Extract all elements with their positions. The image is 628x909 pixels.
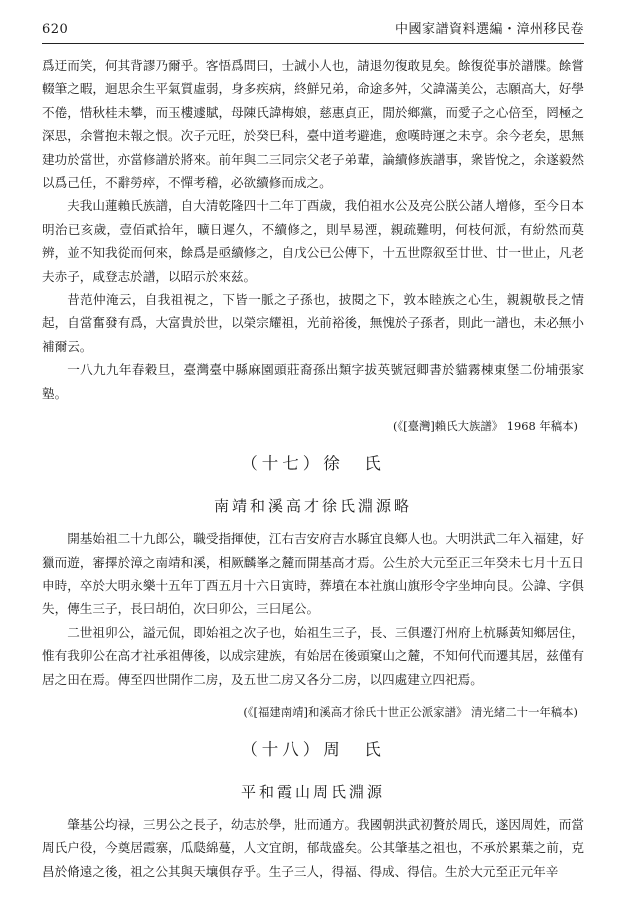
running-head — [42, 0, 584, 44]
page-number: 620 — [42, 22, 69, 37]
paragraph: 爲迂而笑，何其背謬乃爾乎。客悟爲問曰，士誠小人也，請退勿復敢見矣。餘復從事於譜牒。餘嘗輟筆之暇，迴思余生平氣質虛弱，身多疾病，終鮮兄弟，命途多舛，父諱滿美公，志願高大，好學不倦，惜秋桂未攀，而玉樓遽賦，母陳氏諱梅娘，慈惠貞正，閒於鄉黨，而愛子之心倍至，罔極之深思，余嘗抱未報之恨。次子元旺，於癸巳科，臺中道考避進，愈嘆時運之未亨。余今老矣，思無建功於當世，亦當修譜於將來。前年與二三同宗父老子弟輩，論續修族譜事，衆皆悅之，余遂毅然以爲己任，不辭勞瘁，不憚考稽，必欲續修而成之。 — [42, 58, 584, 191]
section18-text — [42, 813, 584, 883]
section17-text — [42, 527, 584, 691]
paragraph: 一八九九年春穀旦，臺灣臺中縣麻園頭莊裔孫出類字拔英號冠卿書於貓霧棟東堡二份埔張家塾。 — [42, 362, 584, 401]
paragraph: 二世祖卯公，謚元侃，即始祖之次子也，始祖生三子，長、三俱遷汀州府上杭縣黃知鄉居住，惟有我卯公在高才社承祖傳後，以成宗建族，有始居在後頭窠山之麓，不知何代而遷其居，兹僅有居之田在焉。傳至四世開作二房，及五世二房又各分二房，以四處建立四祀焉。 — [42, 624, 584, 687]
section-title: （十七）徐 氏 — [241, 454, 385, 474]
section16-text — [42, 54, 584, 405]
paragraph: 昔范仲淹云，自我祖視之，下皆一脈之子孫也，披閱之下，敦本睦族之心生，親親敬長之情起，自當奮發有爲，大富貴於世，以榮宗耀祖，光前裕後，無愧於子孫者，則此一譜也，未必無小補爾云。 — [42, 292, 584, 354]
article-title: 平和霞山周氏淵源 — [240, 782, 385, 801]
book-title: 中國家譜資料選編・漳州移民卷 — [394, 22, 584, 37]
paragraph: 肇基公均禄，三男公之長子，幼志於學，壯而通方。我國朝洪武初贅於周氏，遂因周姓，而當周氏户役，今奠居霞寨，瓜瓞綿蔓，人文宜朗，郁哉盛矣。公其肇基之祖也，不承於累葉之前，克昌於脩遠之後，祖之公其與天壤俱存乎。生子三人，得福、得成、得信。生於大元至正元年辛 — [42, 816, 584, 879]
paragraph: 夫我山蓮賴氏族譜，自大清乾隆四十二年丁酉歲，我伯祖水公及亮公朕公諸人增修，至今日本明治已亥歲，壹佰貳拾年，曠日遲久，不續修之，則旱易湮，親疏難明，何枝何派，有紛然而莫辨，並不知我從而何來，餘爲是亟續修之，自戊公已公傳下，十五世際叙至廿世、廿一世止，凡老夫赤子，咸登志於譜，以昭示於來兹。 — [42, 198, 584, 284]
paragraph: 開基始祖二十九郎公，職受指揮使，江右吉安府吉水縣宜良鄉人也。大明洪武二年入福建，好獵而遊，審擇於漳之南靖和溪，相厥麟峯之麓而開基高才焉。公生於大元至正三年癸未七月十五日申時，卒於大明永樂十五年丁酉五月十六日寅時，葬墳在本社旗山旗形令字坐坤向艮。公諱、字俱失，傳生三子，長曰胡伯，次曰卯公，三曰尾公。 — [42, 531, 584, 617]
source-citation: (《[福建南靖]和溪高才徐氏十世正公派家譜》 清光緒二十一年稿本) — [243, 704, 578, 719]
source-citation: (《[臺灣]賴氏大族譜》 1968 年稿本) — [393, 419, 578, 434]
section-title: （十八）周 氏 — [241, 739, 385, 759]
article-title: 南靖和溪高才徐氏淵源略 — [213, 497, 412, 516]
